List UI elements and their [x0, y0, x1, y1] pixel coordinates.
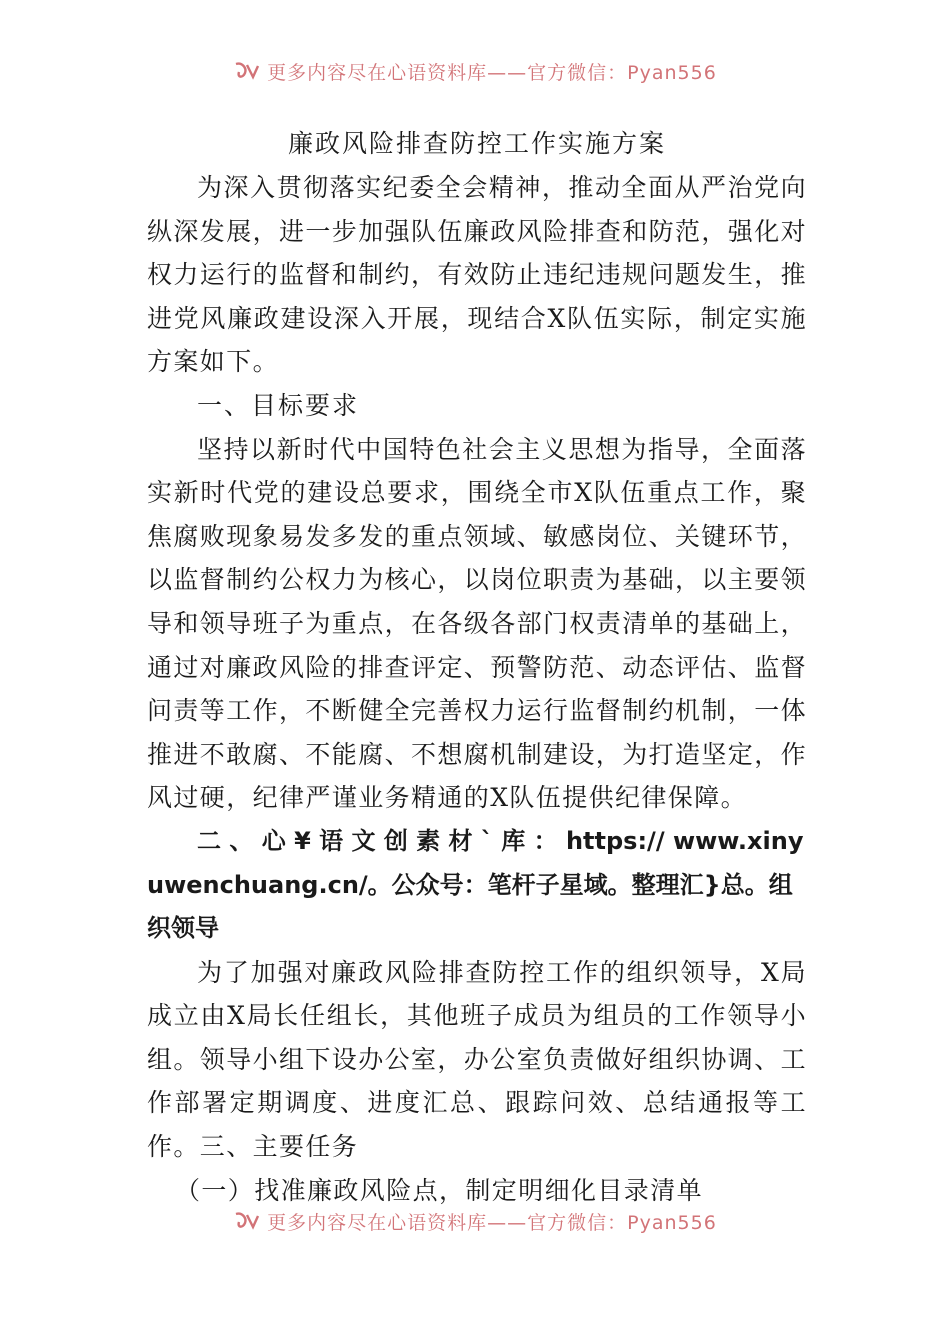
document-body	[147, 122, 807, 1212]
subsection-heading-risk-points: （一）找准廉政风险点，制定明细化目录清单	[175, 1175, 704, 1205]
intro-paragraph: 为深入贯彻落实纪委全会精神，推动全面从严治党向纵深发展，进一步加强队伍廉政风险排查和防范，强化对权力运行的监督和制约，有效防止违纪违规问题发生，推进党风廉政建设深入开展，现结合X队伍实际，制定实施方案如下。	[147, 173, 808, 377]
brand-logo-icon	[233, 60, 261, 82]
watermark-text: 更多内容尽在心语资料库——官方微信：Pyan556	[267, 1211, 717, 1234]
document-title: 廉政风险排查防控工作实施方案	[287, 129, 666, 158]
watermark-banner-bottom	[0, 1204, 950, 1238]
section-heading-goals: 一、目标要求	[197, 390, 360, 420]
brand-logo-icon	[233, 1210, 261, 1232]
organization-paragraph: 为了加强对廉政风险排查防控工作的组织领导，X局成立由X局长任组长，其他班子成员为组员的工作领导小组。领导小组下设办公室，办公室负责做好组织协调、工作部署定期调度、进度汇总、跟踪问效、总结通报等工作。三、主要任务	[147, 957, 808, 1162]
goals-paragraph: 坚持以新时代中国特色社会主义思想为指导，全面落实新时代党的建设总要求，围绕全市X队伍重点工作，聚焦腐败现象易发多发的重点领域、敏感岗位、关键环节，以监督制约公权力为核心，以岗位职责为基础，以主要领导和领导班子为重点，在各级各部门权责清单的基础上，通过对廉政风险的排查评定、预警防范、动态评估、监督问责等工作，不断健全完善权力运行监督制约机制，一体推进不敢腐、不能腐、不想腐机制建设，为打造坚定，作风过硬，纪律严谨业务精通的X队伍提供纪律保障。	[147, 434, 808, 813]
watermark-text: 更多内容尽在心语资料库——官方微信：Pyan556	[267, 61, 717, 84]
section-heading-organization: 二 、 心 ¥ 语 文 创 素 材 ` 库 ： https:// www.xinyuwenchuang.cn/。公众号：笔杆子星域。整理汇}总。组织领导	[147, 826, 804, 943]
watermark-banner-top	[0, 54, 950, 88]
